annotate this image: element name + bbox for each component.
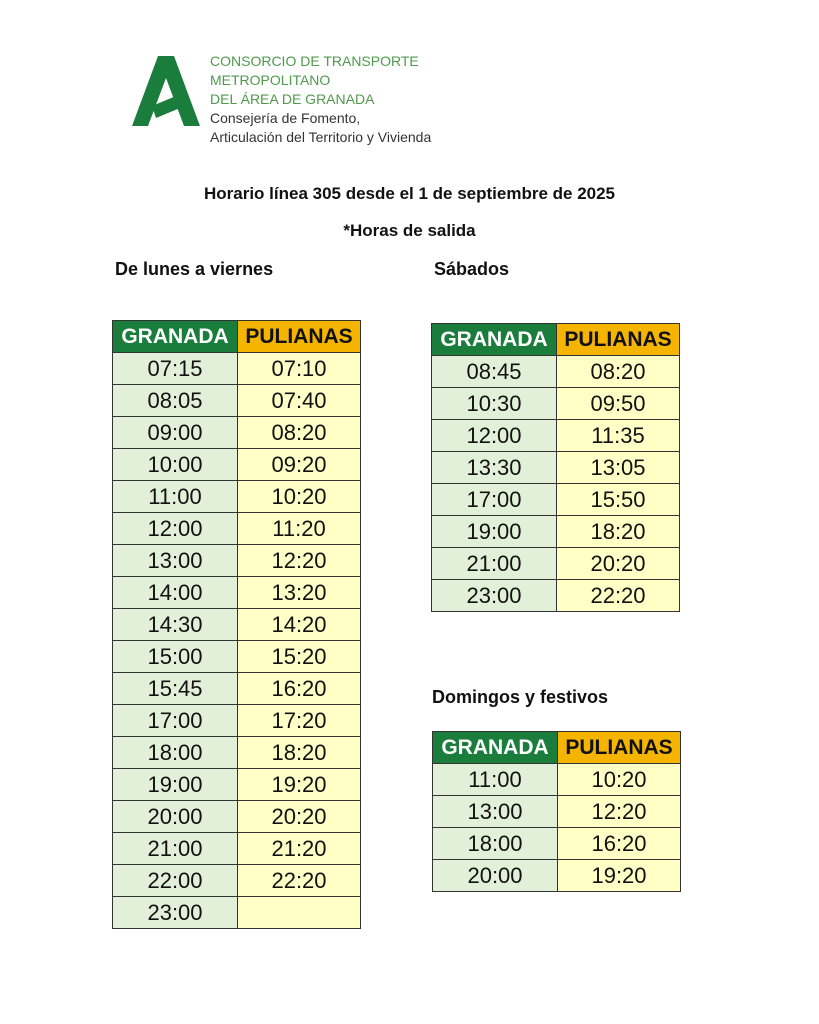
- granada-time-cell: 11:00: [433, 764, 558, 796]
- granada-time-cell: 23:00: [432, 580, 557, 612]
- table-row: [433, 796, 681, 828]
- granada-time-cell: 22:00: [113, 865, 238, 897]
- pulianas-time-cell: 20:20: [557, 548, 680, 580]
- granada-time-cell: 11:00: [113, 481, 238, 513]
- granada-time-cell: 08:05: [113, 385, 238, 417]
- granada-time-cell: 10:00: [113, 449, 238, 481]
- table-row: [113, 385, 361, 417]
- table-row: [113, 353, 361, 385]
- granada-time-cell: 10:30: [432, 388, 557, 420]
- table-row: [113, 801, 361, 833]
- pulianas-time-cell: 19:20: [238, 769, 361, 801]
- granada-time-cell: 13:00: [433, 796, 558, 828]
- col-header-pulianas: PULIANAS: [238, 321, 361, 353]
- granada-time-cell: 14:00: [113, 577, 238, 609]
- pulianas-time-cell: 09:50: [557, 388, 680, 420]
- granada-time-cell: 13:00: [113, 545, 238, 577]
- table-row: [113, 641, 361, 673]
- org-line-1: CONSORCIO DE TRANSPORTE METROPOLITANO: [210, 53, 419, 88]
- table-row: [432, 580, 680, 612]
- pulianas-time-cell: 15:20: [238, 641, 361, 673]
- weekdays-title: De lunes a viernes: [115, 259, 274, 279]
- pulianas-time-cell: 07:40: [238, 385, 361, 417]
- pulianas-time-cell: 08:20: [238, 417, 361, 449]
- granada-time-cell: 21:00: [432, 548, 557, 580]
- header-logo: [132, 52, 532, 145]
- pulianas-time-cell: 13:05: [557, 452, 680, 484]
- granada-time-cell: 13:30: [432, 452, 557, 484]
- page-title: Horario línea 305 desde el 1 de septiembre de 2025: [203, 184, 616, 203]
- dept-line-2: Articulación del Territorio y Vivienda: [210, 129, 432, 145]
- table-row: [113, 513, 361, 545]
- pulianas-time-cell: 16:20: [238, 673, 361, 705]
- granada-time-cell: 07:15: [113, 353, 238, 385]
- pulianas-time-cell: 11:35: [557, 420, 680, 452]
- table-row: [432, 356, 680, 388]
- table-row: [113, 481, 361, 513]
- granada-time-cell: 15:45: [113, 673, 238, 705]
- table-row: [113, 417, 361, 449]
- granada-time-cell: 19:00: [432, 516, 557, 548]
- pulianas-time-cell: 22:20: [238, 865, 361, 897]
- pulianas-time-cell: 18:20: [238, 737, 361, 769]
- table-row: [113, 449, 361, 481]
- table-row: [432, 548, 680, 580]
- table-row: [432, 484, 680, 516]
- pulianas-time-cell: 12:20: [558, 796, 681, 828]
- granada-time-cell: 08:45: [432, 356, 557, 388]
- saturdays-timetable: [431, 323, 680, 612]
- col-header-granada: GRANADA: [113, 321, 238, 353]
- granada-time-cell: 19:00: [113, 769, 238, 801]
- pulianas-time-cell: 11:20: [238, 513, 361, 545]
- table-row: [433, 764, 681, 796]
- org-line-2: DEL ÁREA DE GRANADA: [210, 91, 375, 107]
- saturdays-title: Sábados: [434, 259, 510, 279]
- granada-time-cell: 15:00: [113, 641, 238, 673]
- granada-time-cell: 18:00: [433, 828, 558, 860]
- table-row: [113, 673, 361, 705]
- page-subtitle: *Horas de salida: [343, 221, 476, 240]
- col-header-pulianas: PULIANAS: [557, 324, 680, 356]
- table-row: [113, 545, 361, 577]
- table-row: [113, 577, 361, 609]
- granada-time-cell: 20:00: [113, 801, 238, 833]
- table-row: [113, 833, 361, 865]
- pulianas-time-cell: 13:20: [238, 577, 361, 609]
- granada-time-cell: 09:00: [113, 417, 238, 449]
- pulianas-time-cell: 19:20: [558, 860, 681, 892]
- granada-time-cell: 12:00: [113, 513, 238, 545]
- junta-andalucia-logo-icon: [132, 56, 200, 126]
- granada-time-cell: 12:00: [432, 420, 557, 452]
- pulianas-time-cell: [238, 897, 361, 929]
- granada-time-cell: 17:00: [113, 705, 238, 737]
- pulianas-time-cell: 14:20: [238, 609, 361, 641]
- pulianas-time-cell: 21:20: [238, 833, 361, 865]
- pulianas-time-cell: 07:10: [238, 353, 361, 385]
- table-row: [113, 609, 361, 641]
- organization-text: [210, 52, 532, 147]
- table-row: [432, 516, 680, 548]
- pulianas-time-cell: 12:20: [238, 545, 361, 577]
- granada-time-cell: 18:00: [113, 737, 238, 769]
- table-row: [113, 865, 361, 897]
- table-row: [432, 388, 680, 420]
- granada-time-cell: 14:30: [113, 609, 238, 641]
- pulianas-time-cell: 08:20: [557, 356, 680, 388]
- pulianas-time-cell: 16:20: [558, 828, 681, 860]
- sundays-timetable: [432, 731, 681, 892]
- table-row: [113, 769, 361, 801]
- granada-time-cell: 23:00: [113, 897, 238, 929]
- granada-time-cell: 17:00: [432, 484, 557, 516]
- table-row: [113, 705, 361, 737]
- pulianas-time-cell: 18:20: [557, 516, 680, 548]
- pulianas-time-cell: 17:20: [238, 705, 361, 737]
- col-header-granada: GRANADA: [432, 324, 557, 356]
- table-row: [113, 737, 361, 769]
- col-header-granada: GRANADA: [433, 732, 558, 764]
- weekdays-timetable: [112, 320, 361, 929]
- table-row: [113, 897, 361, 929]
- pulianas-time-cell: 09:20: [238, 449, 361, 481]
- pulianas-time-cell: 15:50: [557, 484, 680, 516]
- table-row: [432, 452, 680, 484]
- dept-line-1: Consejería de Fomento,: [210, 110, 361, 126]
- pulianas-time-cell: 10:20: [238, 481, 361, 513]
- granada-time-cell: 21:00: [113, 833, 238, 865]
- pulianas-time-cell: 20:20: [238, 801, 361, 833]
- col-header-pulianas: PULIANAS: [558, 732, 681, 764]
- table-row: [433, 828, 681, 860]
- table-row: [432, 420, 680, 452]
- sundays-title: Domingos y festivos: [432, 687, 609, 707]
- table-row: [433, 860, 681, 892]
- pulianas-time-cell: 10:20: [558, 764, 681, 796]
- granada-time-cell: 20:00: [433, 860, 558, 892]
- pulianas-time-cell: 22:20: [557, 580, 680, 612]
